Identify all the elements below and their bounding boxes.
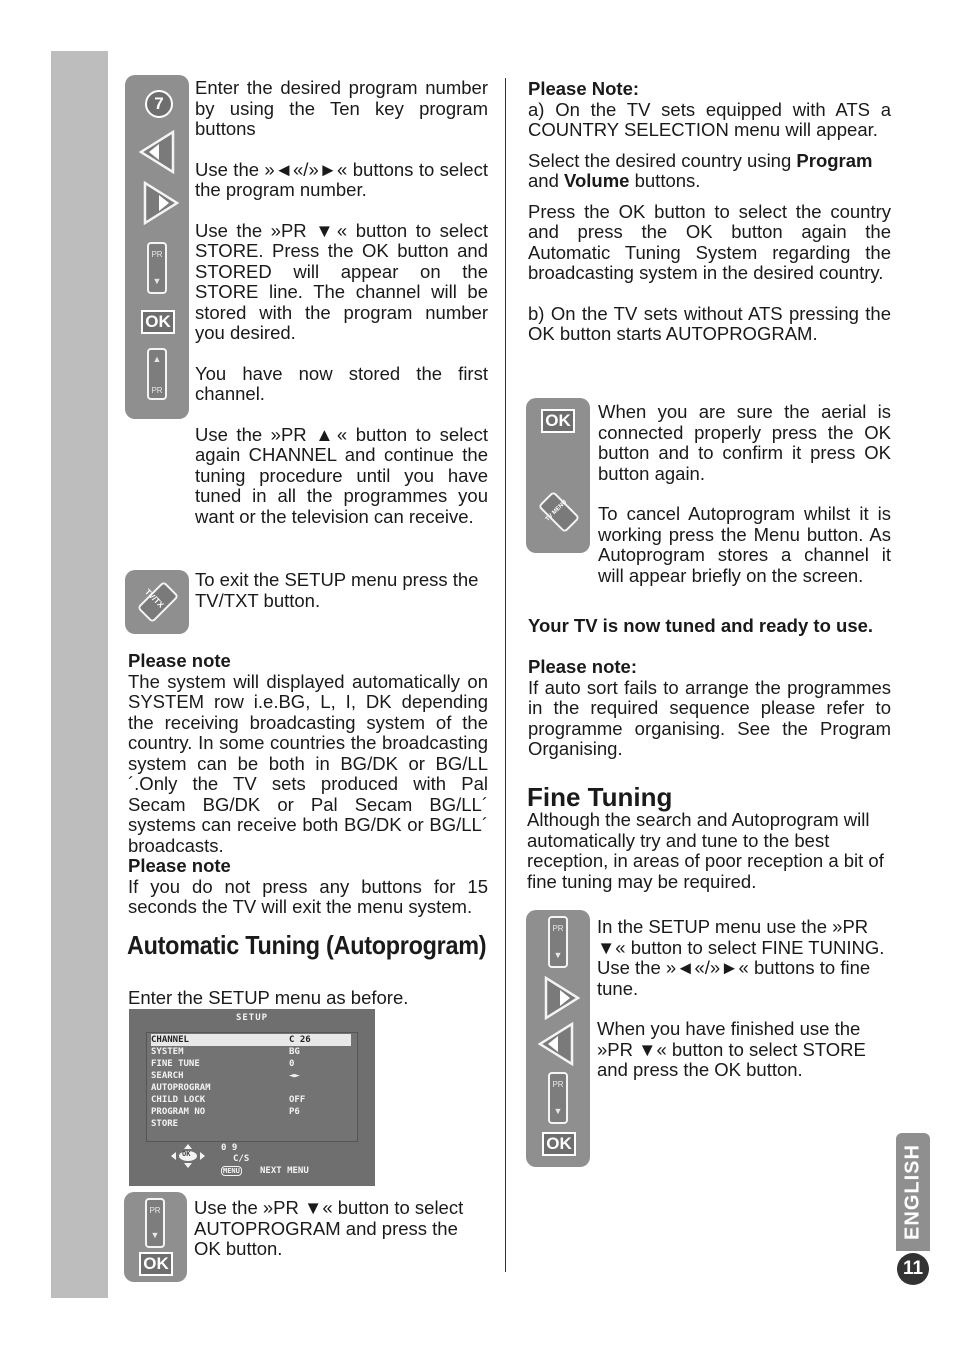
menu-key-label: MENU [223,1167,240,1175]
step-store: Use the »PR ▼« button to select STORE. Press the OK button and STORED will appear on the STORE line. The channel will be stored with the program number you desired. [195,219,488,343]
autoprogram-step-text: Use the »PR ▼« button to select AUTOPROGRAM and press the OK button. [194,1197,464,1259]
pr-up-button[interactable] [147,348,167,400]
pr-label: PR [151,250,163,259]
menu-value: ◄► [289,1071,300,1081]
pr-label: PR [149,1206,161,1215]
volume-word: Volume [564,170,630,191]
menu-label: CHILD LOCK [151,1095,206,1105]
digit-keys-label: 0 9 [221,1143,238,1153]
menu-row-fine-tune[interactable] [151,1058,351,1070]
menu-label: SYSTEM [151,1047,184,1057]
down-arrow-icon: ▼ [150,1230,160,1240]
menu-value: BG [289,1047,300,1057]
press-ok-text: Press the OK button to select the country and press the OK button again the Automatic Tuning System regarding the broadcasting system in the desired country. [528,200,891,283]
down-arrow-icon: ▼ [553,950,563,960]
note-system-text: The system will displayed automatically on SYSTEM row i.e.BG, L, I, DK depending the receiving broadcasting system of the country. In some countries the broadcasting system can be both in BG/DK or BG/LL´.Only the TV sets produced with Pal Secam BG/DK or Pal Secam BG/LL´ systems can receive both BG/DK or BG/LL´ broadcasts. [128,670,488,856]
step-stored-first: You have now stored the first channel. [195,362,488,404]
please-note-sort-block [528,657,891,760]
ok-button[interactable]: OK [139,1252,173,1276]
menu-label: SEARCH [151,1071,184,1081]
column-divider [505,78,506,1272]
pr-label: PR [151,386,163,395]
up-arrow-icon: ▲ [152,354,162,364]
menu-label: CHANNEL [151,1035,189,1045]
tv-menu-label: TV MENU [544,499,569,523]
note-system-heading: Please note [128,650,231,671]
pr-down-button[interactable] [548,1072,568,1124]
menu-value: P6 [289,1107,300,1117]
ok-button[interactable]: OK [141,310,175,334]
ok-cs-label: C/S [233,1154,250,1164]
note-a-text: a) On the TV sets equipped with ATS a COUNTRY SELECTION menu will appear. [528,98,891,140]
please-note-sort-heading: Please note: [528,656,637,677]
cancel-text: To cancel Autoprogram whilst it is working press the Menu button. As Autoprogram stores a channel it will appear briefly on the screen. [598,503,891,586]
menu-row-autoprogram[interactable] [151,1082,351,1094]
menu-label: FINE TUNE [151,1059,200,1069]
menu-row-store[interactable] [151,1118,351,1130]
page-number: 11 [897,1253,929,1285]
dpad-ok-label: OK [182,1150,191,1158]
fine-step-1: In the SETUP menu use the »PR ▼« button to select FINE TUNING. Use the »◄«/»►« buttons to fine tune. [597,916,885,999]
select-country-mid: and [528,170,565,191]
right-arrow-icon[interactable] [141,181,181,225]
menu-row-child-lock[interactable] [151,1094,351,1106]
menu-row-system[interactable] [151,1046,351,1058]
enter-setup-text: Enter the SETUP menu as before. [128,987,409,1008]
fine-tuning-intro: Although the search and Autoprogram will automatically try and tune to the best reception, in areas of poor reception a bit of fine tuning may be required. [527,809,884,892]
tv-tuned-text: Your TV is now tuned and ready to use. [528,615,874,636]
setup-menu-screen [129,1009,375,1186]
select-country-text [528,151,891,192]
menu-value: 0 [289,1059,295,1069]
right-arrow-icon[interactable] [542,976,582,1020]
autoprogram-button-panel [124,1192,187,1282]
next-menu-label: NEXT MENU [260,1166,309,1176]
note-timeout-text: If you do not press any buttons for 15 seconds the TV will exit the menu system. [128,875,488,917]
program-word: Program [796,149,873,171]
fine-tuning-steps [597,917,893,1081]
please-note-heading: Please Note: [528,78,640,99]
pr-down-button[interactable] [548,916,568,968]
ok-button[interactable]: OK [542,1132,576,1156]
exit-setup-text: To exit the SETUP menu press the TV/TXT button. [195,569,479,611]
left-gray-sidebar [51,51,108,1298]
automatic-tuning-heading: Automatic Tuning (Autoprogram) [127,930,487,960]
step-continue: Use the »PR ▲« button to select again CHANNEL and continue the tuning procedure until you have tuned in all the programmes you want or the television can receive. [195,423,488,527]
left-arrow-icon[interactable] [536,1022,576,1066]
ok-menu-button-panel [526,398,590,553]
down-arrow-icon: ▼ [152,276,162,286]
right-top-block [528,79,891,345]
tvtxt-button-panel [125,570,189,634]
fine-tuning-button-panel [526,910,590,1167]
autoprogram-instructions [598,402,891,586]
setup-menu-title: SETUP [235,1013,269,1023]
remote-buttons-panel-1 [125,75,189,419]
step-enter-number: Enter the desired program number by using the Ten key program buttons [195,77,488,139]
fine-tuning-heading: Fine Tuning [527,782,673,812]
tvtxt-label: TV/TX [143,587,166,610]
pr-label: PR [552,924,564,933]
select-country-post: buttons. [629,170,701,191]
menu-row-program-no[interactable] [151,1106,351,1118]
aerial-text: When you are sure the aerial is connected properly press the OK button and to confirm it press OK button again. [598,401,891,484]
language-tab-label: ENGLISH [901,1144,924,1240]
ok-button[interactable]: OK [541,409,575,433]
left-arrow-icon[interactable] [137,130,177,174]
note-timeout-heading: Please note [128,855,231,876]
step-select-number: Use the »◄«/»►« buttons to select the program number. [195,158,488,200]
menu-value: OFF [289,1095,306,1105]
menu-label: PROGRAM NO [151,1107,206,1117]
menu-row-search[interactable] [151,1070,351,1082]
note-system-block [128,651,488,918]
step-texts [195,78,488,527]
please-note-sort-text: If auto sort fails to arrange the programmes in the required sequence please refer to programme organising. See the Program Organising. [528,676,891,759]
pr-down-button[interactable] [147,242,167,294]
language-tab [896,1133,930,1251]
fine-step-2: When you have finished use the »PR ▼« button to select STORE and press the OK button. [597,1018,866,1080]
note-b-text: b) On the TV sets without ATS pressing the OK button starts AUTOPROGRAM. [528,302,891,344]
digit-7-button[interactable]: 7 [145,90,173,118]
pr-down-button[interactable] [145,1198,165,1248]
menu-row-channel[interactable] [151,1034,351,1046]
select-country-pre: Select the desired country using [528,149,797,171]
menu-label: AUTOPROGRAM [151,1083,211,1093]
menu-label: STORE [151,1119,179,1129]
down-arrow-icon: ▼ [553,1106,563,1116]
pr-label: PR [552,1080,564,1089]
menu-value: C 26 [289,1035,311,1045]
